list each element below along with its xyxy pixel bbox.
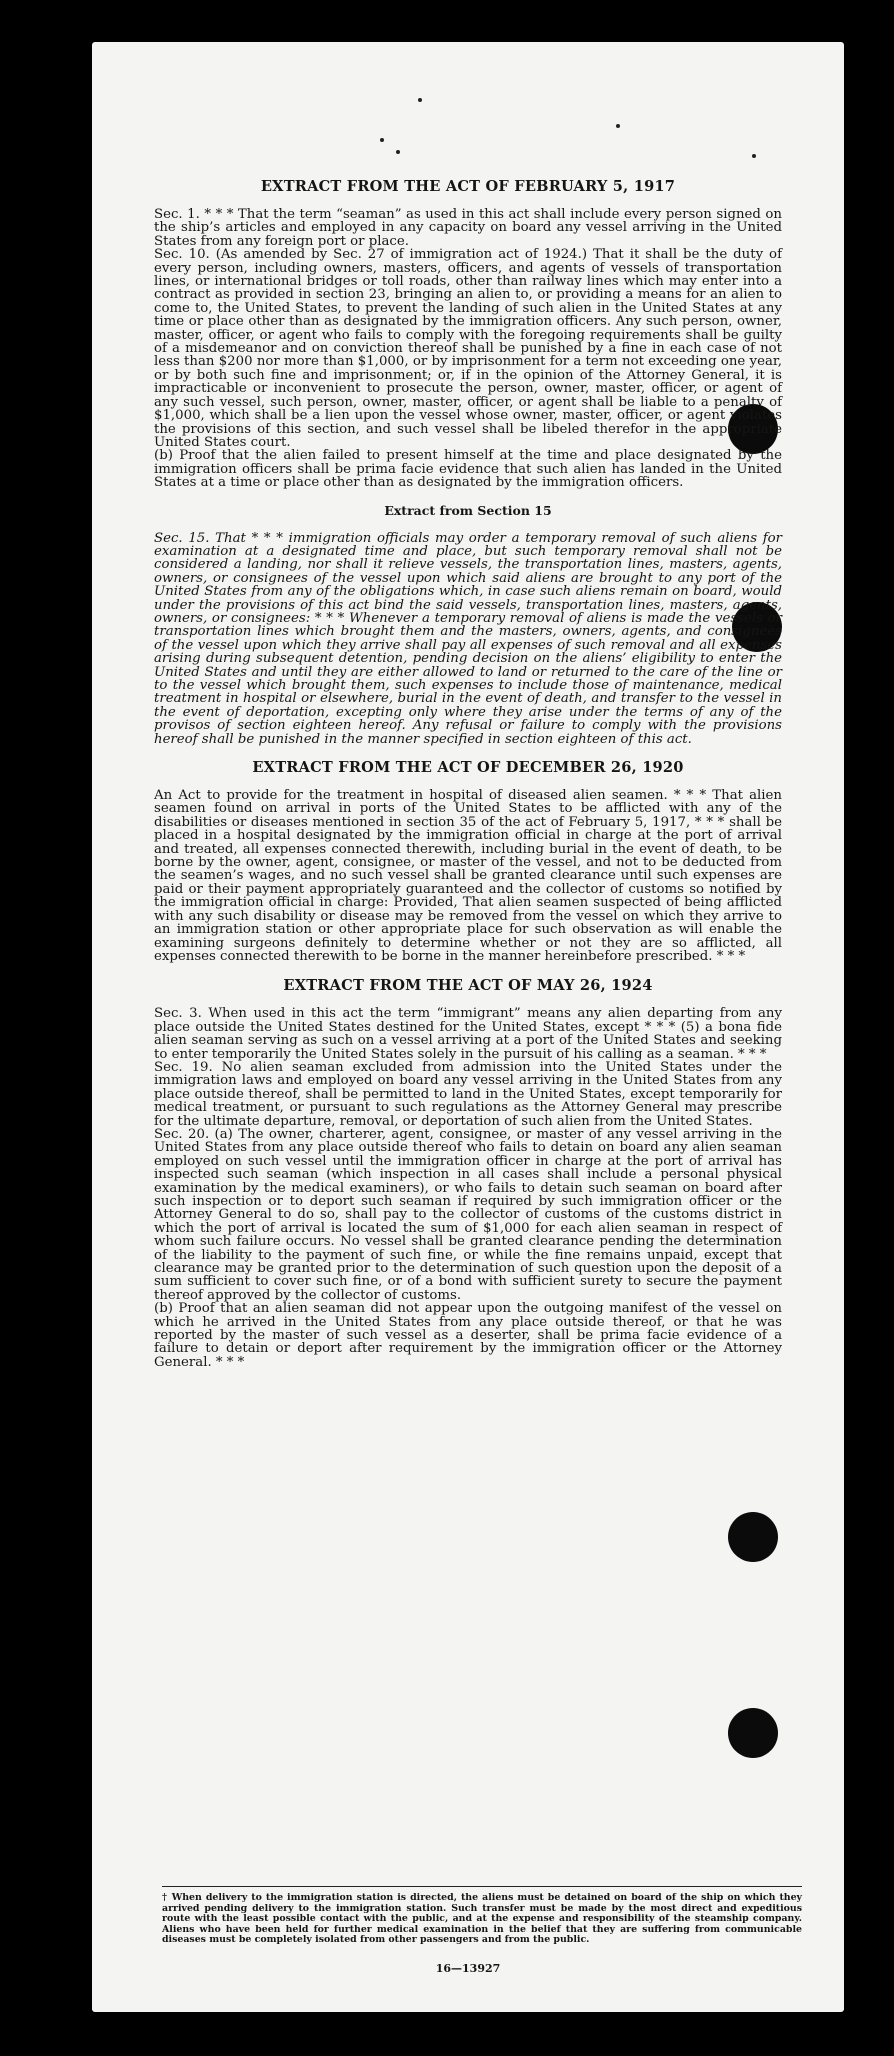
paragraph-sec-3: Sec. 3. When used in this act the term “immigrant” means any alien departing from any place outside the United States destined for the United States, except * * * (5) a bona fide alien seaman serving as such on a vessel arriving at a port of the United States and seeking to enter temporarily the United States solely in the pursuit of his calling as a seaman. * * * [154,1006,782,1062]
punch-hole [728,1512,778,1562]
paragraph-act-1920: An Act to provide for the treatment in hospital of diseased alien seamen. * * * That alien seamen found on arrival in ports of the United States to be afflicted with any of the disabilities or diseases mentioned in section 35 of the act of February 5, 1917, * * * shall be placed in a hospital designated by the immigration official in charge at the port of arrival and treated, all expenses connected therewith, including burial in the event of death, to be borne by the owner, agent, consignee, or master of the vessel, and not to be deducted from the seamen’s wages, and no such vessel shall be granted clearance until such expenses are paid or their payment appropriately guaranteed and the collector of customs so notified by the immigration official in charge: Provided, That alien seamen suspected of being afflicted with any such disability or disease may be removed from the vessel on which they arrive to an immigration station or other appropriate place for such observation as will enable the examining surgeons definitely to determine whether or not they are so afflicted, all expenses connected therewith to be borne in the manner hereinbefore prescribed. * * * [154,788,782,964]
paragraph-sec-19: Sec. 19. No alien seaman excluded from admission into the United States under the immigration laws and employed on board any vessel arriving in the United States from any place outside thereof, shall be permitted to land in the United States, except temporarily for medical treatment, or pursuant to such regulations as the Attorney General may prescribe for the ultimate departure, removal, or deportation of such alien from the United States. [154,1059,782,1129]
footnote [162,1886,802,1946]
paragraph-sec-10-b: (b) Proof that the alien failed to present himself at the time and place designated by the immigration officers shall be prima facie evidence that such alien has landed in the United States at a time or place other than as designated by the immigration officers. [154,448,782,491]
speck-mark [752,154,756,158]
paragraph-sec-10: Sec. 10. (As amended by Sec. 27 of immigration act of 1924.) That it shall be the duty of every person, including owners, masters, officers, and agents of vessels of transportation lines, or international bridges or toll roads, other than railway lines which may enter into a contract as provided in section 23, bringing an alien to, or providing a means for an alien to come to, the United States, to prevent the landing of such alien in the United States at any time or place other than as designated by the immigration officers. Any such person, owner, master, officer, or agent who fails to comply with the foregoing requirements shall be guilty of a misdemeanor and on conviction thereof shall be punished by a fine in each case of not less than $200 nor more than $1,000, or by imprisonment for a term not exceeding one year, or by both such fine and imprisonment; or, if in the opinion of the Attorney General, it is impracticable or inconvenient to prosecute the person, owner, master, officer, or agent of any such vessel, such person, owner, master, officer, or agent shall be liable to a penalty of $1,000, which shall be a lien upon the vessel whose owner, master, officer, or agent violates the provisions of this section, and such vessel shall be libeled therefor in the appropriate United States court. [154,247,782,450]
heading-section-15: Extract from Section 15 [384,502,552,518]
document-page [92,42,844,2012]
paragraph-sec-15: Sec. 15. That * * * immigration officials may order a temporary removal of such aliens for examination at a designated time and place, but such temporary removal shall not be considered a landing, nor shall it relieve vessels, the transportation lines, masters, agents, owners, or consignees of the vessel upon which said aliens are brought to any port of the United States from any of the obligations which, in case such aliens remain on board, would under the provisions of this act bind the said vessels, transportation lines, masters, agents, owners, or consignees: * * * Whenever a temporary removal of aliens is made the vessels or transportation lines which brought them and the masters, owners, agents, and consignees of the vessel upon which they arrive shall pay all expenses of such removal and all expenses arising during subsequent detention, pending decision on the aliens’ eligibility to enter the United States and until they are either allowed to land or returned to the care of the line or to the vessel which brought them, such expenses to include those of maintenance, medical treatment in hospital or elsewhere, burial in the event of death, and transfer to the vessel in the event of deportation, excepting only where they arise under the terms of any of the provisos of section eighteen hereof. Any refusal or failure to comply with the provisions hereof shall be punished in the manner specified in section eighteen of this act. [154,530,782,747]
punch-hole [728,1708,778,1758]
paragraph-sec-20-b: (b) Proof that an alien seaman did not appear upon the outgoing manifest of the vessel on which he arrived in the United States from any place outside thereof, or that he was reported by the master of such vessel as a deserter, shall be prima facie evidence of a failure to detain or deport after requirement by the immigration officer or the Attorney General. * * * [154,1301,782,1370]
form-number: 16—13927 [435,1962,501,1975]
paragraph-sec-20-a: Sec. 20. (a) The owner, charterer, agent, consignee, or master of any vessel arriving in the United States from any place outside thereof who fails to detain on board any alien seaman employed on such vessel until the immigration officer in charge at the port of arrival has inspected such seaman (which inspection in all cases shall include a personal physical examination by the medical examiners), or who fails to detain such seaman on board after such inspection or to deport such seaman if required by such immigration officer or the Attorney General to do so, shall pay to the collector of customs of the customs district in which the port of arrival is located the sum of $1,000 for each alien seaman in respect of whom such failure occurs. No vessel shall be granted clearance pending the determination of the liability to the payment of such fine, or while the fine remains unpaid, except that clearance may be granted prior to the determination of such question upon the deposit of a sum sufficient to cover such fine, or of a bond with sufficient surety to secure the payment thereof approved by the collector of customs. [154,1126,782,1303]
document-body [154,178,782,1369]
speck-mark [616,124,620,128]
heading-act-1924: EXTRACT FROM THE ACT OF MAY 26, 1924 [283,977,653,995]
footnote-text: † When delivery to the immigration station is directed, the aliens must be detained on board of the ship on which they arrived pending delivery to the immigration station. Such transfer must be made by the most direct and expeditious route with the least possible contact with the public, and at the expense and responsibility of the steamship company. Aliens who have been held for further medical examination in the belief that they are suffering from communicable diseases must be completely isolated from other passengers and from the public. [162,1892,802,1946]
speck-mark [418,98,422,102]
speck-mark [396,150,400,154]
paragraph-sec-1: Sec. 1. * * * That the term “seaman” as used in this act shall include every person signed on the ship’s articles and employed in any capacity on board any vessel arriving in the United States from any foreign port or place. [154,207,782,249]
speck-mark [380,138,384,142]
heading-act-1917: EXTRACT FROM THE ACT OF FEBRUARY 5, 1917 [260,178,676,195]
heading-act-1920: EXTRACT FROM THE ACT OF DECEMBER 26, 1920 [252,759,684,777]
